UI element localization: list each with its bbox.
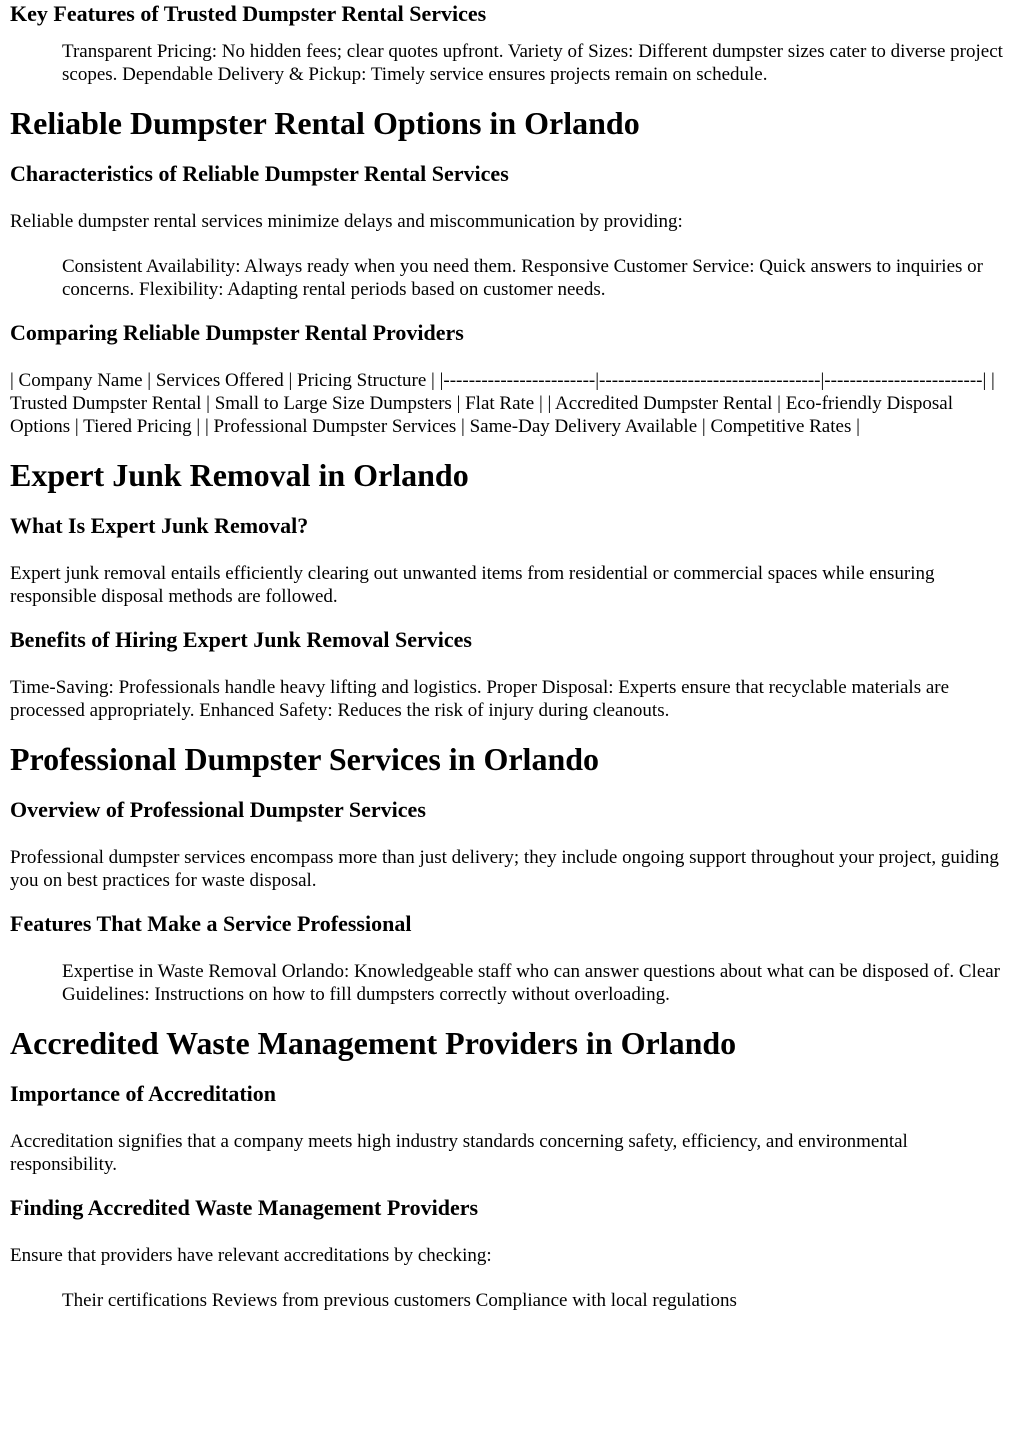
providers-table-text: | Company Name | Services Offered | Pricing Structure | |------------------------|-----------------------------------|-------------------------| | Trusted Dumpster Rental | Small to Large Size Dumpsters | Flat Rate | | Accredited Dumpster Rental | Eco-friendly Disposal Options | Tiered Pricing | | Professional Dumpster Services | Same-Day Delivery Available | Competitive Rates | — [10, 370, 995, 437]
heading-importance-accreditation: Importance of Accreditation — [10, 1081, 276, 1106]
heading-what-is-junk-removal: What Is Expert Junk Removal? — [10, 513, 309, 538]
junk-removal-description: Expert junk removal entails efficiently clearing out unwanted items from residential or commercial spaces while ensuring responsible disposal methods are followed. — [10, 563, 935, 607]
professional-features-list: Expertise in Waste Removal Orlando: Knowledgeable staff who can answer questions about what can be disposed of. Clear Guidelines: Instructions on how to fill dumpsters correctly without overloading. — [62, 961, 1001, 1005]
overview-text: Professional dumpster services encompass more than just delivery; they include ongoing support throughout your project, guiding you on best practices for waste disposal. — [10, 847, 999, 891]
accreditation-text: Accreditation signifies that a company meets high industry standards concerning safety, efficiency, and environmental responsibility. — [10, 1131, 908, 1175]
heading-overview: Overview of Professional Dumpster Services — [10, 797, 426, 822]
finding-providers-intro: Ensure that providers have relevant accreditations by checking: — [10, 1245, 492, 1266]
heading-benefits: Benefits of Hiring Expert Junk Removal Services — [10, 627, 472, 652]
heading-accredited-waste-management: Accredited Waste Management Providers in Orlando — [10, 1025, 737, 1061]
key-features-list: Transparent Pricing: No hidden fees; clear quotes upfront. Variety of Sizes: Different dumpster sizes cater to diverse project scopes. Dependable Delivery & Pickup: Timely service ensures projects remain on schedule. — [62, 41, 1003, 85]
heading-characteristics: Characteristics of Reliable Dumpster Rental Services — [10, 161, 509, 186]
characteristics-list: Consistent Availability: Always ready when you need them. Responsive Customer Service: Quick answers to inquiries or concerns. Flexibility: Adapting rental periods based on customer needs. — [62, 256, 983, 300]
benefits-text: Time-Saving: Professionals handle heavy lifting and logistics. Proper Disposal: Experts ensure that recyclable materials are processed appropriately. Enhanced Safety: Reduces the risk of injury during cleanouts. — [10, 677, 950, 721]
heading-expert-junk-removal: Expert Junk Removal in Orlando — [10, 457, 469, 493]
heading-finding-providers: Finding Accredited Waste Management Providers — [10, 1195, 479, 1220]
heading-features-professional: Features That Make a Service Professional — [10, 911, 412, 936]
heading-comparing-providers: Comparing Reliable Dumpster Rental Providers — [10, 320, 464, 345]
heading-reliable-dumpster-rental: Reliable Dumpster Rental Options in Orlando — [10, 105, 640, 141]
heading-professional-dumpster-services: Professional Dumpster Services in Orlando — [10, 741, 600, 777]
heading-key-features: Key Features of Trusted Dumpster Rental Services — [10, 1, 487, 26]
characteristics-intro: Reliable dumpster rental services minimize delays and miscommunication by providing: — [10, 211, 683, 232]
checking-list: Their certifications Reviews from previous customers Compliance with local regulations — [62, 1290, 737, 1311]
